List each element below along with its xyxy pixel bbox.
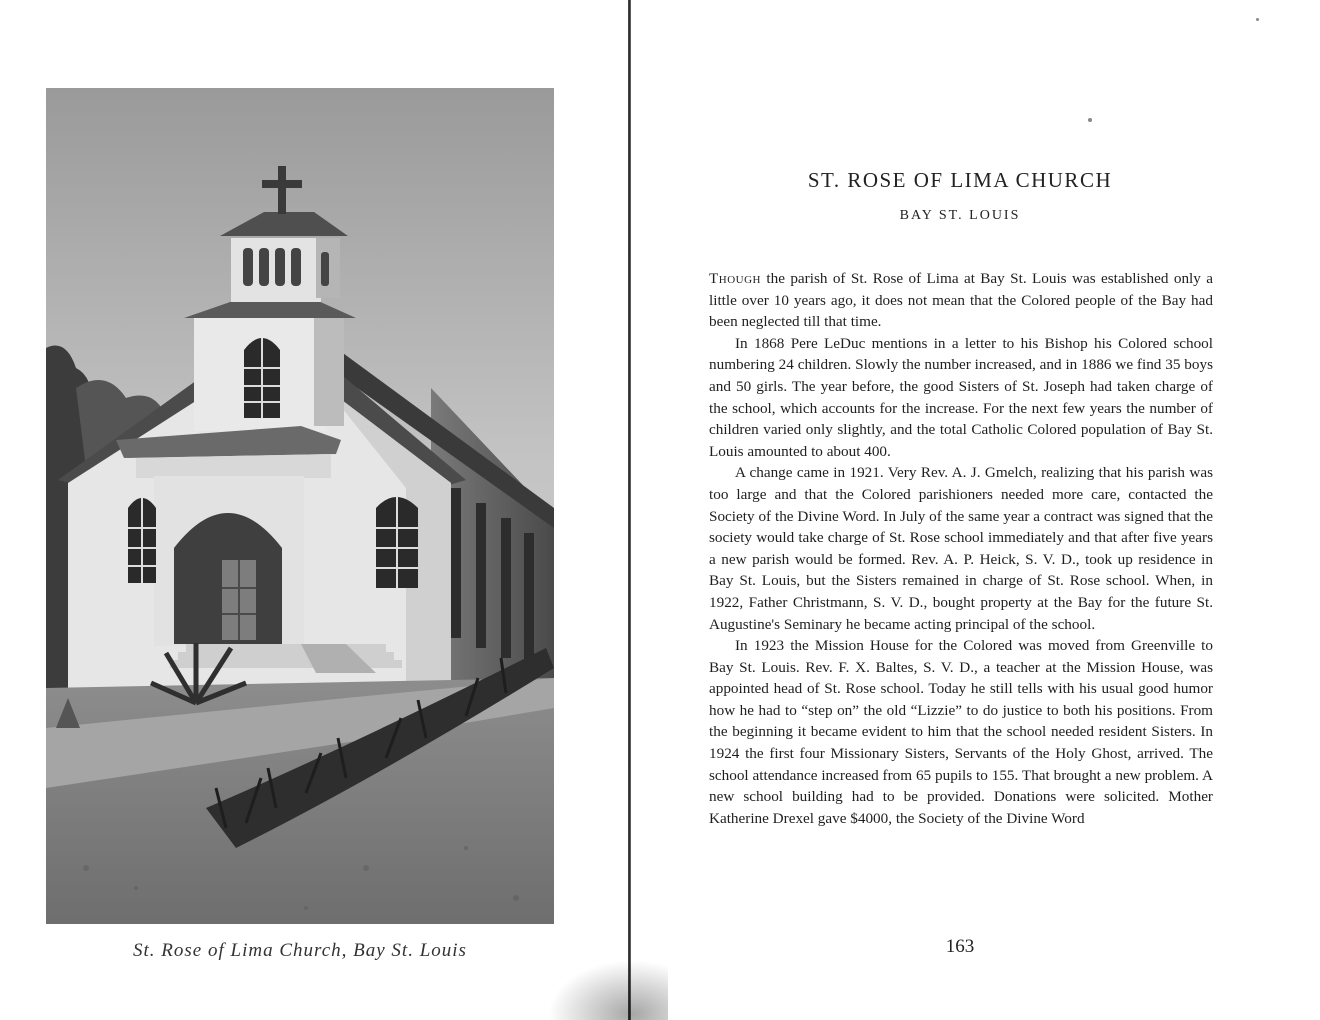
page-gutter-shadow xyxy=(548,960,668,1020)
paragraph-text: the parish of St. Rose of Lima at Bay St. Louis was established only a little over 10 years ago, it does not mean that the Colored people of the Bay had been neglected till that time. xyxy=(709,270,1213,331)
right-page xyxy=(700,0,1220,1020)
paragraph: In 1923 the Mission House for the Colored was moved from Greenville to Bay St. Louis. Rev. F. X. Baltes, S. V. D., a teacher at the Mission House, was appointed head of St. Rose school. Today he still tells with his usual good humor how he had to “step on” the old “Lizzie” to do justice to both his positions. From the beginning it became evident to him that the school needed resident Sisters. In 1924 the first four Missionary Sisters, Servants of the Holy Ghost, arrived. The school attendance increased from 65 pupils to 155. That brought a new problem. A new school building had to be provided. Donations were solicited. Mother Katherine Drexel gave $4000, the Society of the Divine Word xyxy=(709,637,1213,827)
paragraph: In 1868 Pere LeDuc mentions in a letter to his Bishop his Colored school numbering 24 children. Slowly the number increased, and in 1886 we find 35 boys and 50 girls. The year before, the good Sisters of St. Joseph had taken charge of the school, which accounts for the increase. For the next few years the number of children varied only slightly, and the total Catholic Colored population of Bay St. Louis amounted to about 400. xyxy=(709,334,1213,460)
paragraph: A change came in 1921. Very Rev. A. J. Gmelch, realizing that his parish was too large and that the Colored parishioners needed more care, contacted the Society of the Divine Word. In July of the same year a contract was signed that the society would take charge of St. Rose school immediately and that after five years a new parish would be formed. Rev. A. P. Heick, S. V. D., took up residence in Bay St. Louis, but the Sisters remained in charge of St. Rose school. When, in 1922, Father Christmann, S. V. D., bought property at the Bay for the future St. Augustine's Seminary he became acting principal of the school. xyxy=(709,464,1213,633)
page-title: ST. ROSE OF LIMA CHURCH xyxy=(807,168,1113,192)
page-subtitle: BAY ST. LOUIS xyxy=(899,208,1021,223)
paper-speck xyxy=(1088,118,1092,122)
church-photograph xyxy=(46,88,554,924)
article-body xyxy=(709,268,1213,829)
page-gutter xyxy=(628,0,631,1020)
paragraph xyxy=(709,268,1213,333)
photo-caption: St. Rose of Lima Church, Bay St. Louis xyxy=(133,940,467,961)
page-number: 163 xyxy=(945,936,975,957)
lead-word: Though xyxy=(709,270,761,287)
paper-speck xyxy=(1256,18,1259,21)
